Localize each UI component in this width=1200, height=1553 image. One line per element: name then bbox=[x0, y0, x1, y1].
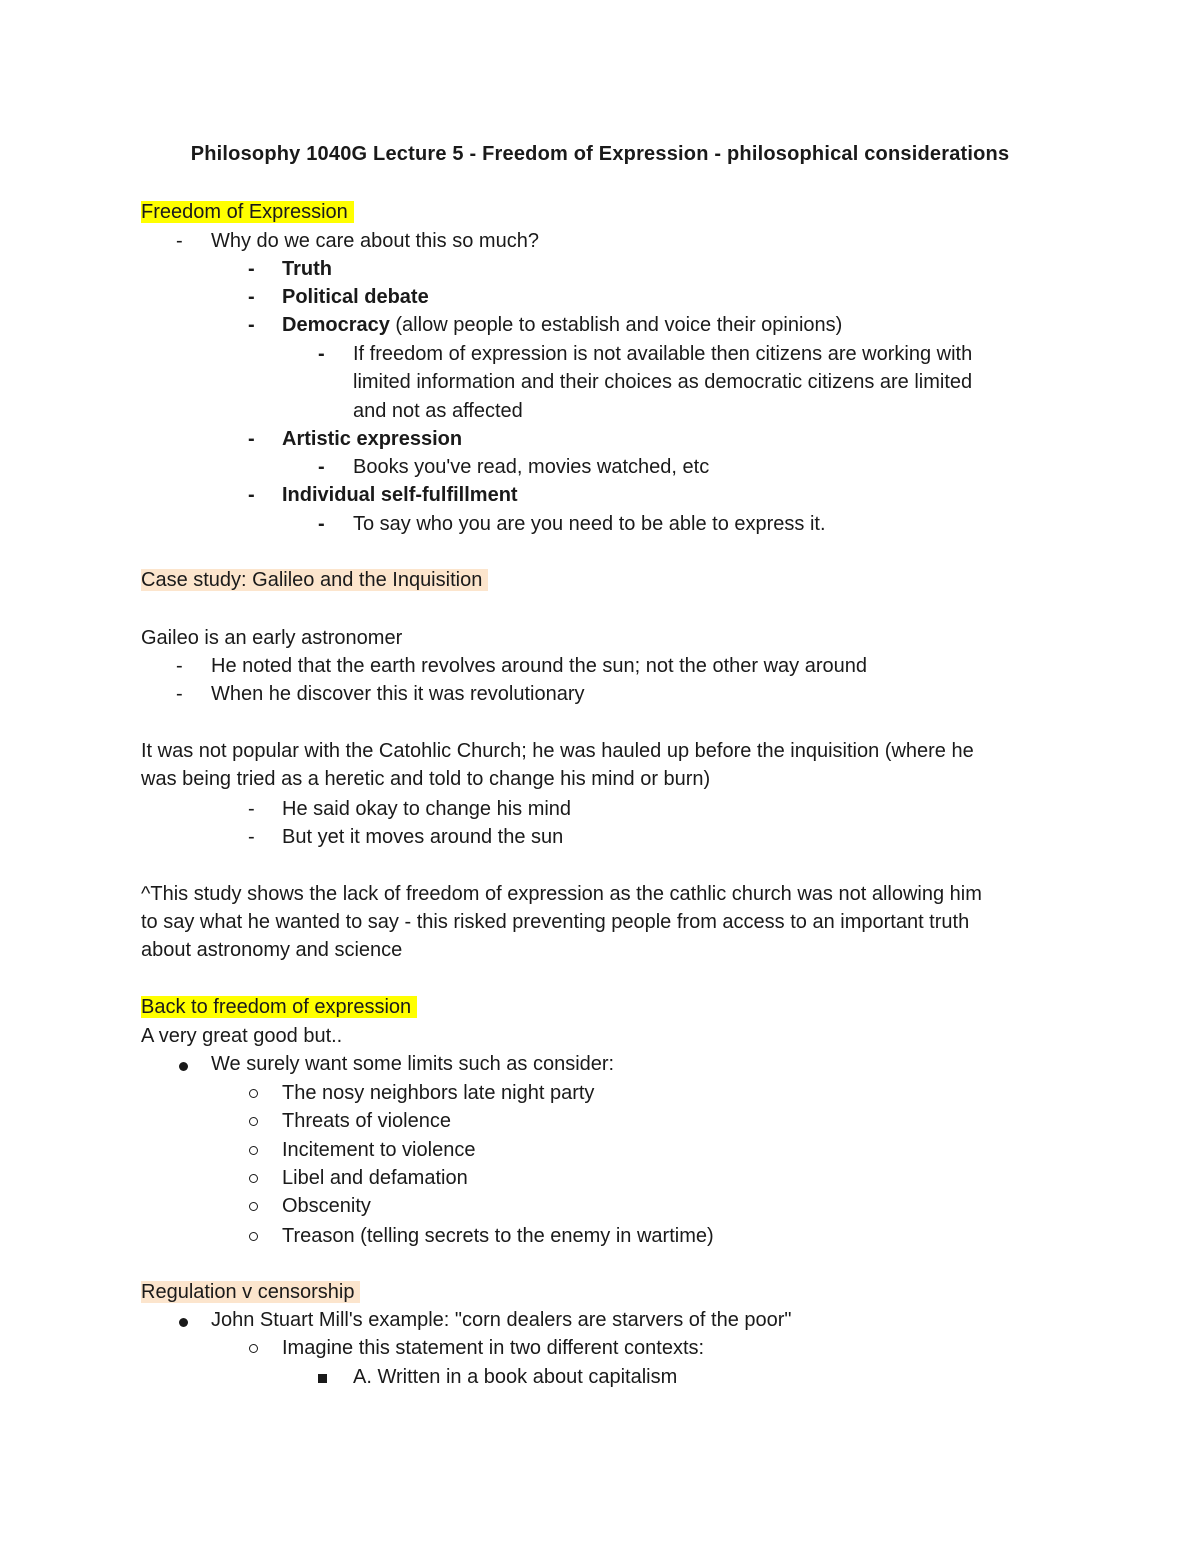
circle-bullet bbox=[249, 1174, 258, 1183]
circle-bullet bbox=[249, 1344, 258, 1353]
paragraph-line: Gaileo is an early astronomer bbox=[141, 627, 403, 649]
list-item: But yet it moves around the sun bbox=[282, 826, 564, 848]
section-heading-freedom-of-expression bbox=[141, 198, 354, 226]
circle-bullet bbox=[249, 1146, 258, 1155]
list-item: A. Written in a book about capitalism bbox=[353, 1366, 678, 1388]
heading-text: Case study: Galileo and the Inquisition bbox=[141, 569, 488, 591]
circle-bullet bbox=[249, 1232, 258, 1241]
circle-bullet bbox=[249, 1089, 258, 1098]
limit-item: Threats of violence bbox=[282, 1110, 451, 1132]
dash-bullet: - bbox=[318, 456, 325, 478]
dash-bullet: - bbox=[248, 428, 255, 450]
list-item-truth: Truth bbox=[282, 258, 332, 280]
dash-bullet: - bbox=[248, 798, 255, 820]
paragraph-line: was being tried as a heretic and told to change his mind or burn) bbox=[141, 768, 711, 790]
dash-bullet: - bbox=[248, 826, 255, 848]
list-item: When he discover this it was revolutionary bbox=[211, 683, 585, 705]
disc-bullet bbox=[179, 1318, 188, 1327]
paragraph-line: ^This study shows the lack of freedom of expression as the cathlic church was not allowing him bbox=[141, 883, 982, 905]
sub-item-line: Books you've read, movies watched, etc bbox=[353, 456, 710, 478]
square-bullet bbox=[318, 1374, 327, 1383]
democracy-note: (allow people to establish and voice their opinions) bbox=[389, 314, 843, 336]
section-heading-case-study bbox=[141, 566, 488, 594]
paragraph-line: It was not popular with the Catohlic Church; he was hauled up before the inquisition (where he bbox=[141, 740, 974, 762]
limit-item: The nosy neighbors late night party bbox=[282, 1082, 595, 1104]
dash-bullet: - bbox=[176, 230, 183, 252]
page-title: Philosophy 1040G Lecture 5 - Freedom of Expression - philosophical considerations bbox=[190, 143, 1010, 165]
list-item-artistic: Artistic expression bbox=[282, 428, 463, 450]
dash-bullet: - bbox=[176, 655, 183, 677]
heading-text: Freedom of Expression bbox=[141, 201, 354, 223]
sub-item-line: If freedom of expression is not available then citizens are working with bbox=[353, 343, 973, 365]
dash-bullet: - bbox=[248, 258, 255, 280]
list-item-political-debate: Political debate bbox=[282, 286, 429, 308]
sub-item-line: and not as affected bbox=[353, 400, 523, 422]
limit-item: Libel and defamation bbox=[282, 1167, 468, 1189]
section-heading-regulation bbox=[141, 1278, 360, 1306]
sub-item-line: limited information and their choices as democratic citizens are limited bbox=[353, 371, 973, 393]
limit-item: Incitement to violence bbox=[282, 1139, 476, 1161]
list-item: He noted that the earth revolves around the sun; not the other way around bbox=[211, 655, 867, 677]
paragraph-line: to say what he wanted to say - this risked preventing people from access to an important truth bbox=[141, 911, 970, 933]
paragraph-line: about astronomy and science bbox=[141, 939, 403, 961]
list-item: He said okay to change his mind bbox=[282, 798, 572, 820]
dash-bullet: - bbox=[176, 683, 183, 705]
list-item: Why do we care about this so much? bbox=[211, 230, 539, 252]
list-item: Imagine this statement in two different contexts: bbox=[282, 1337, 705, 1359]
dash-bullet: - bbox=[248, 484, 255, 506]
heading-text: Back to freedom of expression bbox=[141, 996, 417, 1018]
circle-bullet bbox=[249, 1202, 258, 1211]
dash-bullet: - bbox=[318, 513, 325, 535]
list-item-democracy bbox=[282, 311, 842, 339]
paragraph-line: A very great good but.. bbox=[141, 1025, 343, 1047]
section-heading-back-to-foe bbox=[141, 993, 417, 1021]
list-item: We surely want some limits such as consider: bbox=[211, 1053, 615, 1075]
dash-bullet: - bbox=[248, 286, 255, 308]
sub-item-line: To say who you are you need to be able to express it. bbox=[353, 513, 826, 535]
limit-item: Treason (telling secrets to the enemy in wartime) bbox=[282, 1225, 714, 1247]
circle-bullet bbox=[249, 1117, 258, 1126]
heading-text: Regulation v censorship bbox=[141, 1281, 360, 1303]
disc-bullet bbox=[179, 1062, 188, 1071]
democracy-label: Democracy bbox=[282, 314, 390, 336]
list-item: John Stuart Mill's example: "corn dealers are starvers of the poor" bbox=[211, 1309, 792, 1331]
list-item-individual: Individual self-fulfillment bbox=[282, 484, 518, 506]
dash-bullet: - bbox=[318, 343, 325, 365]
dash-bullet: - bbox=[248, 314, 255, 336]
limit-item: Obscenity bbox=[282, 1195, 371, 1217]
